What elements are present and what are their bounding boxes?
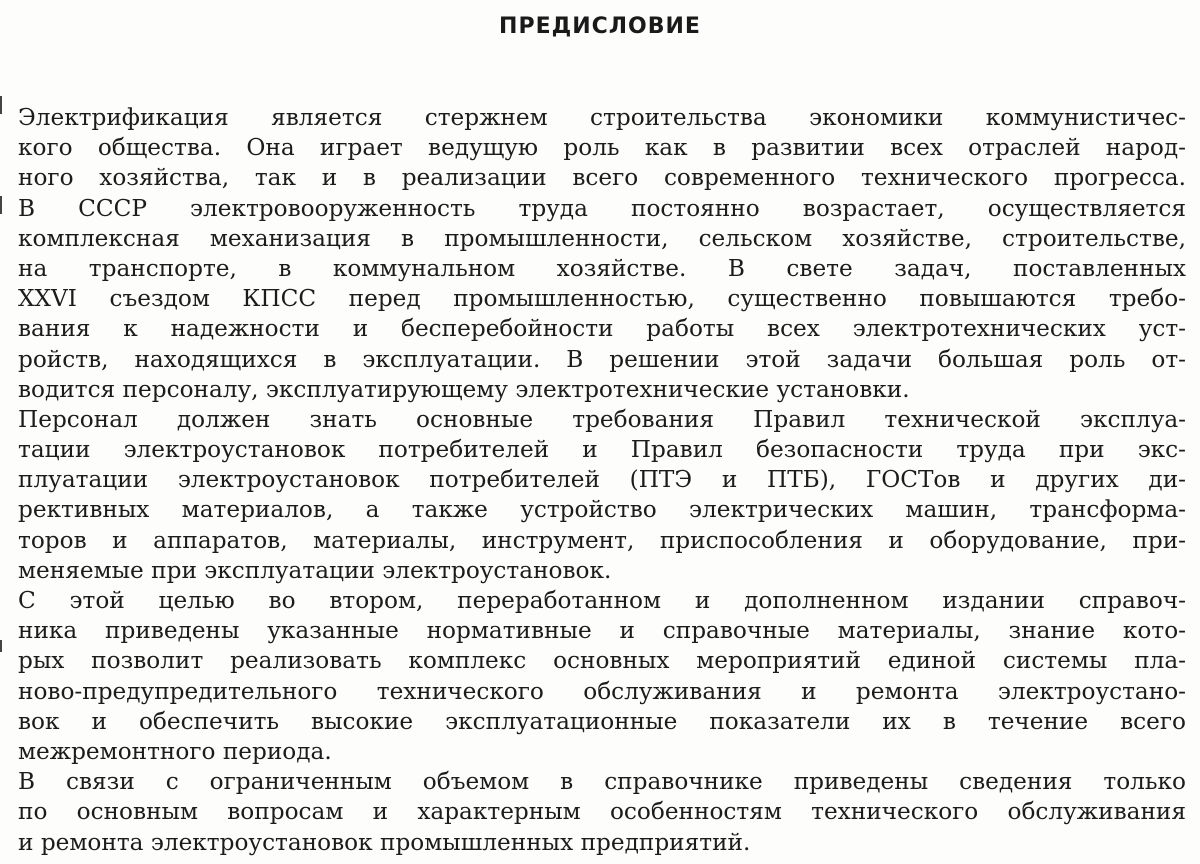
text-line: плуатации электроустановок потребителей (ПТЭ и ПТБ), ГОСТов и других ди- <box>18 466 1186 494</box>
text-line: вания к надежности и бесперебойности работы всех электротехнических уст- <box>18 315 1186 343</box>
margin-mark <box>0 196 2 214</box>
text-line: вок и обеспечить высокие эксплуатационные показатели их в течение всего <box>18 707 1186 735</box>
text-line: водится персоналу, эксплуатирующему электротехнические установки. <box>18 375 910 403</box>
text-line: ново-предупредительного технического обслуживания и ремонта электроустано- <box>18 677 1186 705</box>
text-line: торов и аппаратов, материалы, инструмент, приспособления и оборудование, при- <box>18 526 1186 554</box>
text-line: рых позволит реализовать комплекс основных мероприятий единой системы пла- <box>18 647 1186 675</box>
text-line: меняемые при эксплуатации электроустановок. <box>18 556 612 584</box>
text-line: и ремонта электроустановок промышленных предприятий. <box>18 828 751 856</box>
text-line: тации электроустановок потребителей и Правил безопасности труда при экс- <box>18 436 1186 464</box>
text-line: XXVI съездом КПСС перед промышленностью, существенно повышаются требо- <box>18 285 1186 313</box>
text-line: на транспорте, в коммунальном хозяйстве. В свете задач, поставленных <box>18 254 1186 282</box>
body-text <box>18 103 1186 858</box>
text-line: комплексная механизация в промышленности, сельском хозяйстве, строительстве, <box>18 224 1186 252</box>
text-line: по основным вопросам и характерным особенностям технического обслуживания <box>18 798 1186 826</box>
text-line: ного хозяйства, так и в реализации всего современного технического прогресса. <box>18 164 1186 192</box>
text-line: ника приведены указанные нормативные и справочные материалы, знание кото- <box>18 617 1186 645</box>
text-line: В СССР электровооруженность труда постоянно возрастает, осуществляется <box>18 194 1186 222</box>
text-line: Персонал должен знать основные требования Правил технической эксплуа- <box>18 405 1186 433</box>
text-line: ройств, находящихся в эксплуатации. В решении этой задачи большая роль от- <box>18 345 1186 373</box>
margin-mark <box>0 640 2 652</box>
text-line: межремонтного периода. <box>18 737 332 765</box>
text-line: кого общества. Она играет ведущую роль как в развитии всех отраслей народ- <box>18 134 1186 162</box>
page-title: ПРЕДИСЛОВИЕ <box>499 14 701 39</box>
text-line: рективных материалов, а также устройство электрических машин, трансформа- <box>18 496 1186 524</box>
text-line: С этой целью во втором, переработанном и дополненном издании справоч- <box>18 587 1186 614</box>
text-line: Электрификация является стержнем строительства экономики коммунистичес- <box>18 104 1186 131</box>
text-line: В связи с ограниченным объемом в справочнике приведены сведения только <box>18 768 1186 796</box>
margin-mark <box>0 96 2 114</box>
